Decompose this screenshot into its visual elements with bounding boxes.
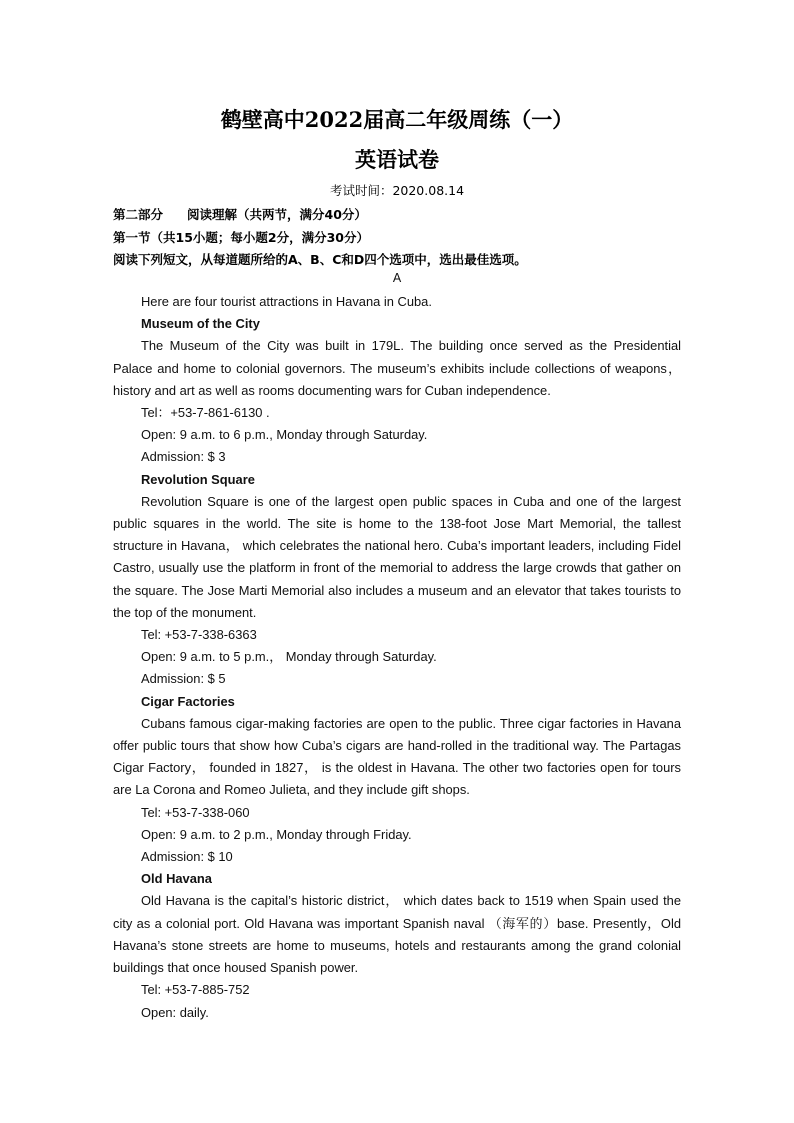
attraction-open: Open: 9 a.m. to 6 p.m., Monday through Saturday. [141,427,428,443]
passage-intro: Here are four tourist attractions in Havana in Cuba. [141,294,432,309]
exam-time: 考试时间：2020.08.14 [329,183,465,198]
attraction-open: Open: 9 a.m. to 5 p.m.， Monday through Saturday. [141,649,437,665]
attraction-description: Revolution Square is one of the largest open public spaces in Cuba and one of the largest public squares in the world. The site is home to the 138-foot Jose Mart Memorial, the tallest structure in Havana， which celebrates the national hero. Cuba’s important leaders, including Fidel Castro, usually use the platform in front of the memorial to address the large crowds that gather on the square. The Jose Marti Memorial also includes a museum and an elevator that takes tourists to the top of the monument. [113,493,681,620]
attraction-name: Old Havana [141,871,212,887]
passage-letter: A [392,271,402,285]
part-description: 阅读理解（共两节，满分40分） [187,207,367,222]
attraction-description: The Museum of the City was built in 179L. The building once served as the Presidential Palace and home to colonial governors. The museum’s exhibits include collections of weapons， history and art as well as rooms documenting wars for Cuban independence. [113,338,681,398]
attraction-admission: Admission: $ 5 [141,671,226,687]
attraction-name: Museum of the City [141,316,260,332]
attraction-name: Revolution Square [141,471,255,487]
exam-title: 鹤壁高中2022届高二年级周练（一） [220,107,574,132]
attraction-description: Cubans famous cigar-making factories are open to the public. Three cigar factories in Havana offer public tours that show how Cuba’s cigars are hand-rolled in the traditional way. The Partagas Cigar Factory， founded in 1827， is the oldest in Havana. The other two factories open for tours are La Corona and Romeo Julieta, and they include gift shops. [113,715,681,798]
attraction-open: Open: daily. [141,1004,209,1020]
attraction-tel: Tel: +53-7-885-752 [141,982,250,998]
attraction-tel: Tel：+53-7-861-6130 . [141,405,270,421]
attraction-description: Old Havana is the capital’s historic district， which dates back to 1519 when Spain used the city as a colonial port. Old Havana was important Spanish naval （海军的）base. Presently，Old Havana’s stone streets are home to museums, hotels and restaurants among the grand colonial buildings that once housed Spanish power. [113,893,681,976]
attraction-tel: Tel: +53-7-338-6363 [141,627,257,643]
attraction-open: Open: 9 a.m. to 2 p.m., Monday through Friday. [141,826,412,842]
passage-body [113,291,681,1024]
attraction-admission: Admission: $ 10 [141,849,233,865]
attraction-admission: Admission: $ 3 [141,449,226,465]
exam-subtitle: 英语试卷 [355,147,439,172]
part-heading [113,205,367,223]
part-label: 第二部分 [113,207,164,222]
attraction-name: Cigar Factories [141,693,235,709]
attraction-tel: Tel: +53-7-338-060 [141,804,250,820]
section-heading: 第一节（共15小题；每小题2分，满分30分） [113,230,369,245]
instruction: 阅读下列短文，从每道题所给的A、B、C和D四个选项中，选出最佳选项。 [113,252,527,267]
